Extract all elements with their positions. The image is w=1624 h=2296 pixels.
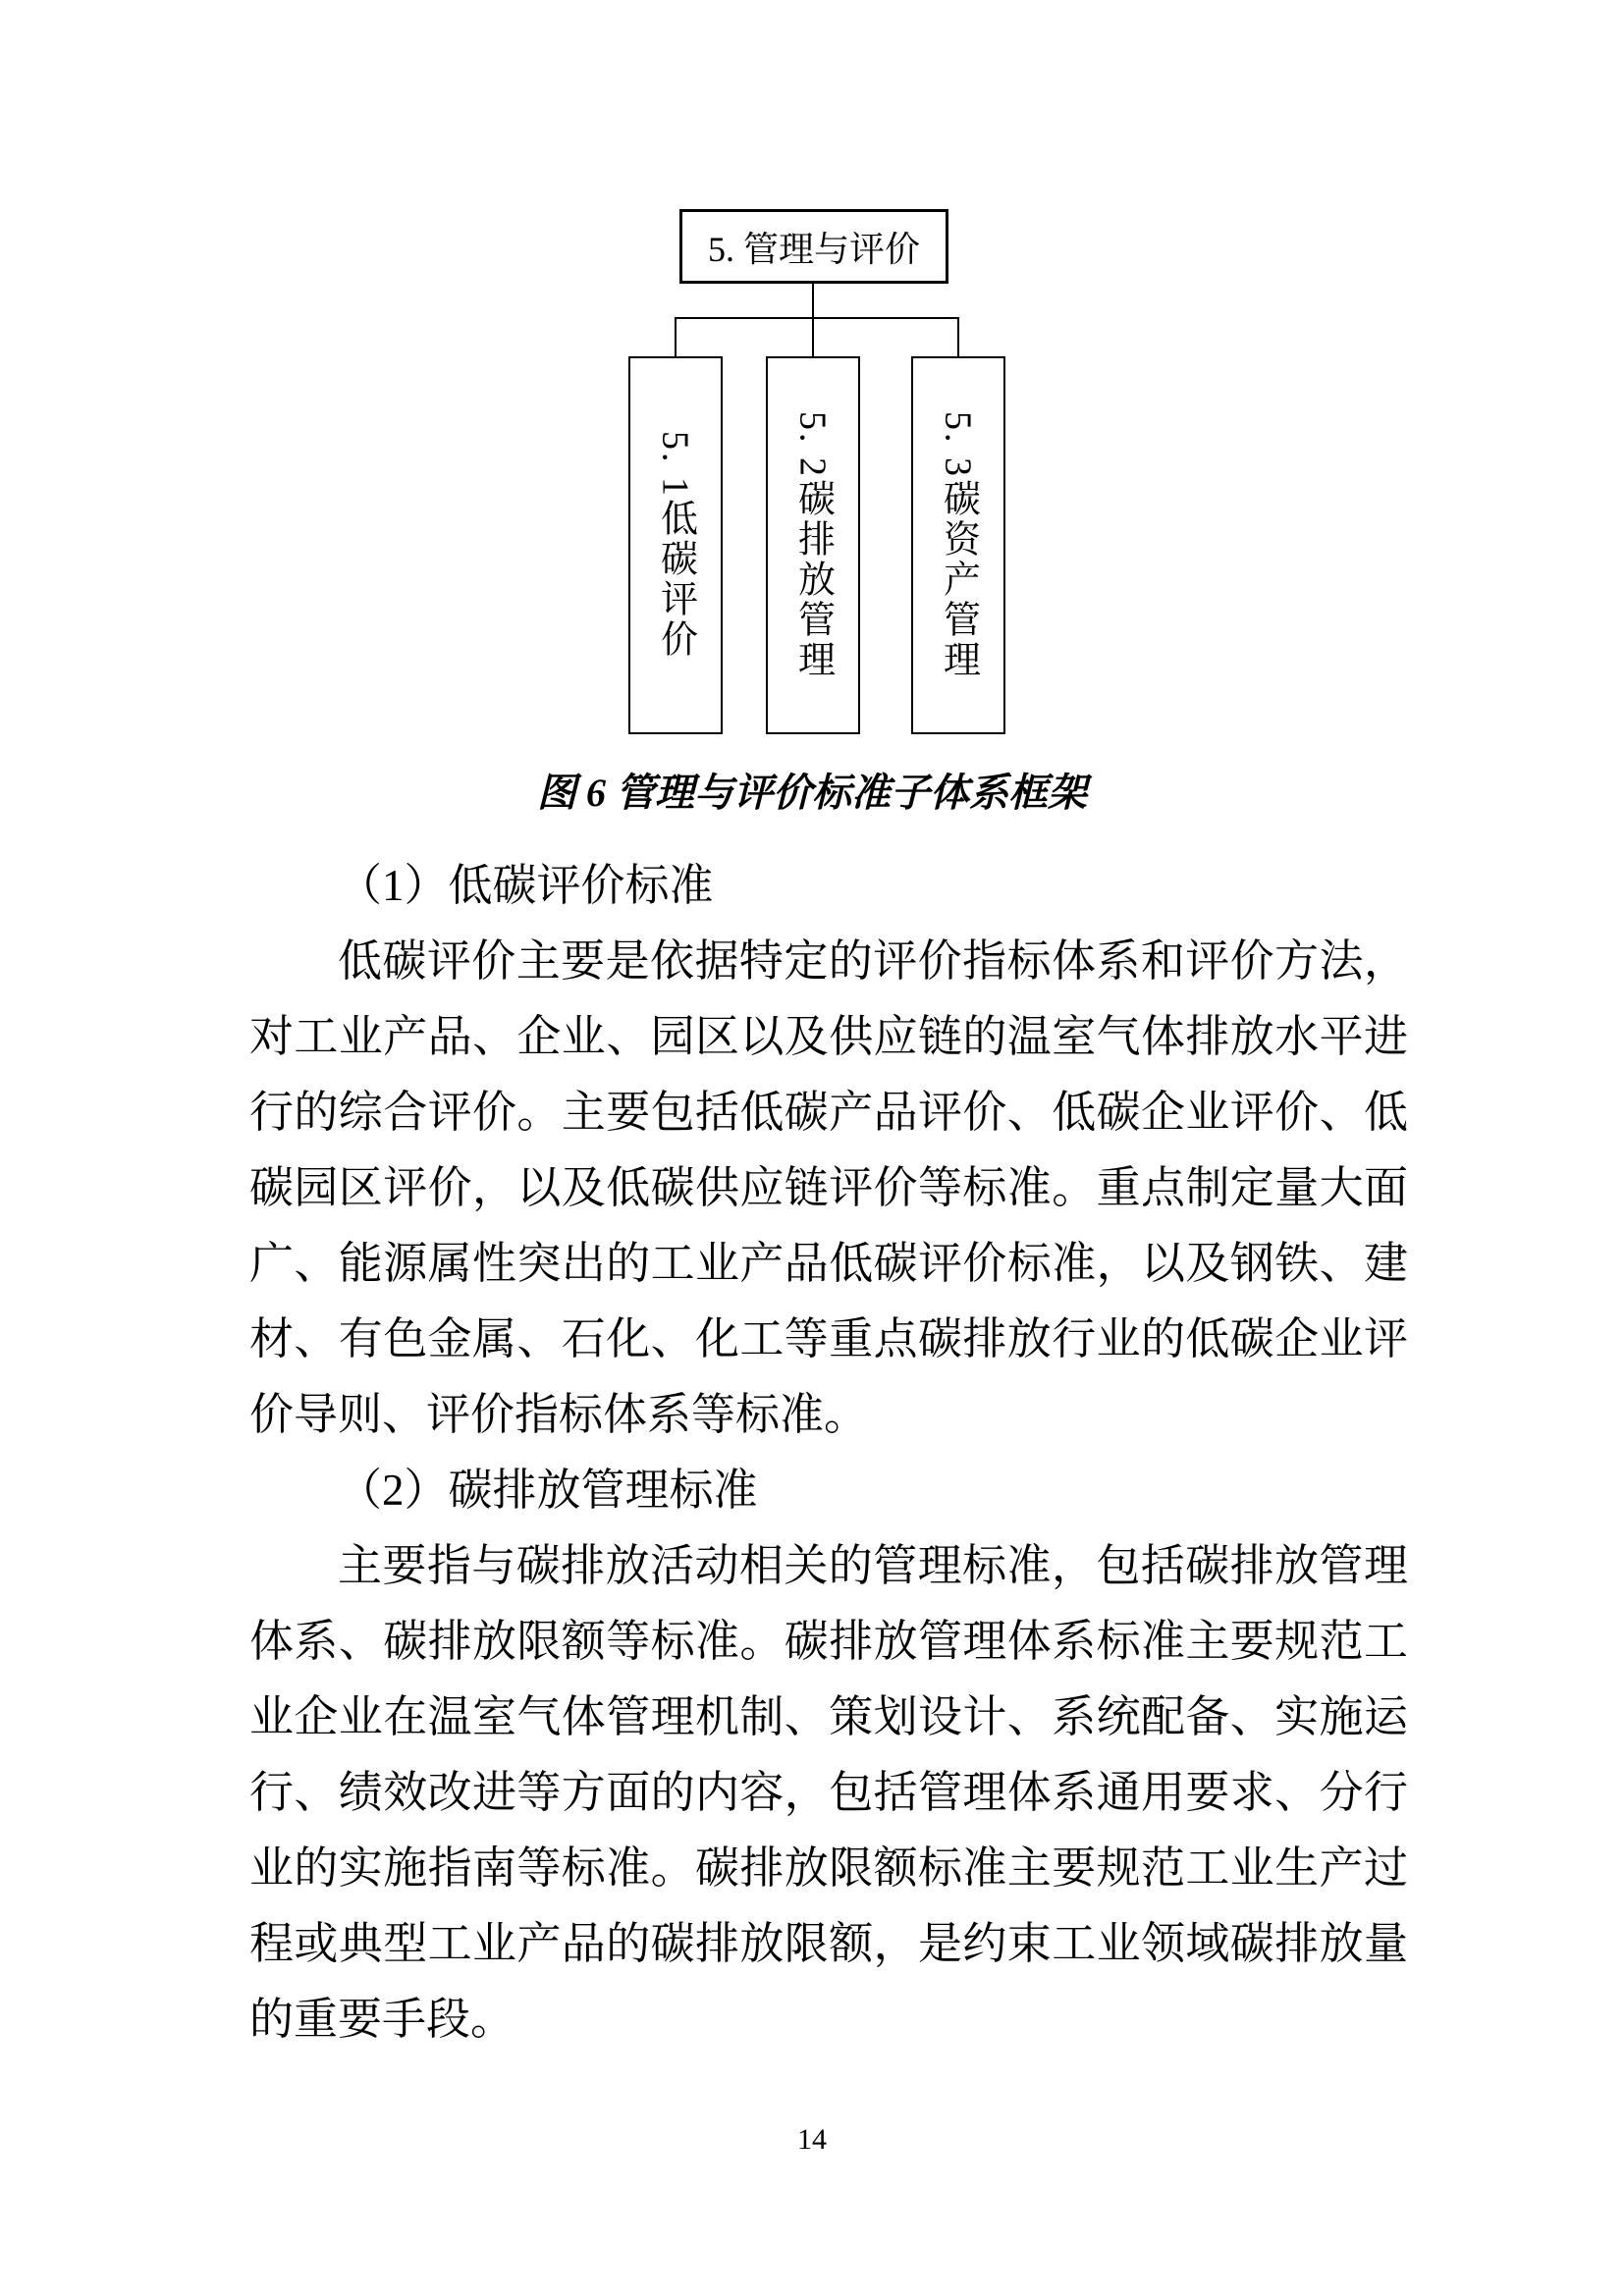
connector-drop-line-3: [957, 318, 959, 356]
section-heading-1: （1）低碳评价标准: [338, 861, 714, 910]
diagram-branch-node-2: 5. 2碳排放管理: [766, 356, 860, 734]
connector-stem-line: [812, 284, 814, 318]
section-paragraph-2: 主要指与碳排放活动相关的管理标准，包括碳排放管理体系、碳排放限额等标准。碳排放管理体系标准主要规范工业企业在温室气体管理机制、策划设计、系统配备、实施运行、绩效改进等方面的内容，包括管理体系通用要求、分行业的实施指南等标准。碳排放限额标准主要规范工业生产过程或典型工业产品的碳排放限额，是约束工业领域碳排放量的重要手段。: [249, 1541, 1408, 2044]
page-number: 14: [797, 2123, 827, 2156]
connector-drop-line-2: [812, 318, 814, 356]
diagram-branch-node-1: 5. 1低碳评价: [628, 356, 723, 734]
figure-caption: 图 6 管理与评价标准子体系框架: [537, 771, 1087, 815]
section-paragraph-1: 低碳评价主要是依据特定的评价指标体系和评价方法，对工业产品、企业、园区以及供应链的温室气体排放水平进行的综合评价。主要包括低碳产品评价、低碳企业评价、低碳园区评价，以及低碳供应链评价等标准。重点制定量大面广、能源属性突出的工业产品低碳评价标准，以及钢铁、建材、有色金属、石化、化工等重点碳排放行业的低碳企业评价导则、评价指标体系等标准。: [249, 936, 1408, 1439]
document-body: [249, 848, 1408, 2057]
section-heading-2: （2）碳排放管理标准: [338, 1466, 758, 1515]
diagram-root-node: 5. 管理与评价: [679, 209, 948, 284]
diagram-branch-node-3: 5. 3碳资产管理: [911, 356, 1005, 734]
connector-drop-line-1: [675, 318, 677, 356]
connector-crossbar-line: [675, 317, 959, 319]
